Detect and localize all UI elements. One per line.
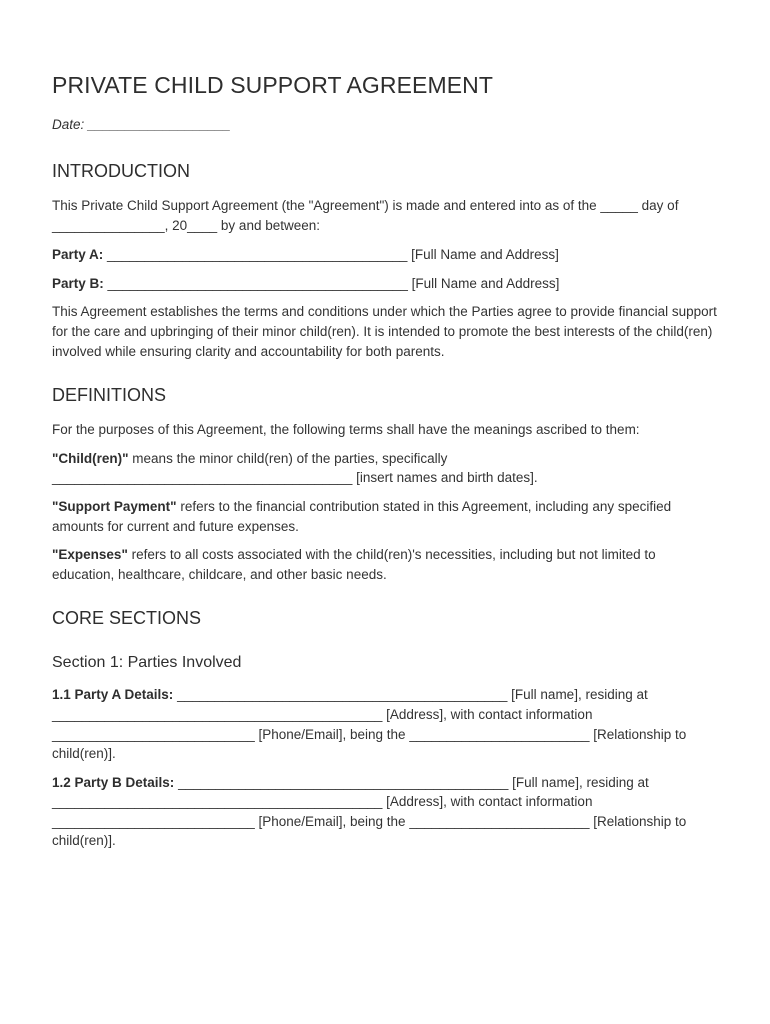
party-a-details-label: 1.1 Party A Details: — [52, 687, 174, 703]
definitions-section — [52, 384, 718, 584]
party-a-text: ________________________________________ [Full Name and Address] — [103, 247, 559, 263]
party-a-line — [52, 245, 718, 265]
definition-children-term: "Child(ren)" — [52, 450, 129, 466]
party-a-details — [52, 685, 718, 763]
party-b-details-text: ____________________________________________ [Full name], residing at ____________________________________________ [Address], with contact information ___________________________ [Phone/Email], being the ________________________ [Relationship to child(ren)]. — [52, 774, 687, 849]
introduction-paragraph: This Private Child Support Agreement (the "Agreement") is made and entered into as of the _____ day of _______________, 20____ by and between: — [52, 198, 679, 233]
document-title: PRIVATE CHILD SUPPORT AGREEMENT — [52, 72, 494, 98]
core-sections — [52, 607, 718, 851]
core-sections-heading: CORE SECTIONS — [52, 608, 202, 629]
definition-expenses-term: "Expenses" — [52, 547, 128, 563]
definition-expenses-text: refers to all costs associated with the child(ren)'s necessities, including but not limited to education, healthcare, childcare, and other basic needs. — [52, 547, 656, 582]
definition-children-text: means the minor child(ren) of the parties, specifically ________________________________________ [insert names and birth dates]. — [52, 450, 538, 486]
definition-support-payment-text: refers to the financial contribution stated in this Agreement, including any specified amounts for current and future expenses. — [52, 498, 672, 534]
date-line: Date: ___________________ — [52, 117, 231, 132]
introduction-section — [52, 160, 718, 361]
definition-support-payment-term: "Support Payment" — [52, 498, 177, 514]
section-1-heading: Section 1: Parties Involved — [52, 654, 242, 672]
definition-support-payment — [52, 497, 718, 536]
party-b-details-label: 1.2 Party B Details: — [52, 774, 175, 790]
definitions-heading: DEFINITIONS — [52, 385, 167, 406]
definitions-intro: For the purposes of this Agreement, the following terms shall have the meanings ascribed to them: — [52, 422, 640, 438]
definition-children — [52, 449, 718, 488]
definition-expenses — [52, 545, 718, 584]
party-b-text: ________________________________________ [Full Name and Address] — [103, 275, 560, 291]
introduction-heading: INTRODUCTION — [52, 161, 190, 181]
party-b-label: Party B: — [52, 275, 104, 291]
party-a-details-text: ____________________________________________ [Full name], residing at ____________________________________________ [Address], with contact information ___________________________ [Phone/Email], being the ________________________ [Relationship to child(ren)]. — [52, 687, 687, 762]
agreement-purpose-paragraph: This Agreement establishes the terms and conditions under which the Parties agree to provide financial support for the care and upbringing of their minor child(ren). It is intended to promote the best interests of the child(ren) involved while ensuring clarity and accountability for both parents. — [52, 304, 717, 359]
party-a-label: Party A: — [52, 247, 104, 263]
party-b-line — [52, 274, 718, 294]
party-b-details — [52, 773, 718, 851]
